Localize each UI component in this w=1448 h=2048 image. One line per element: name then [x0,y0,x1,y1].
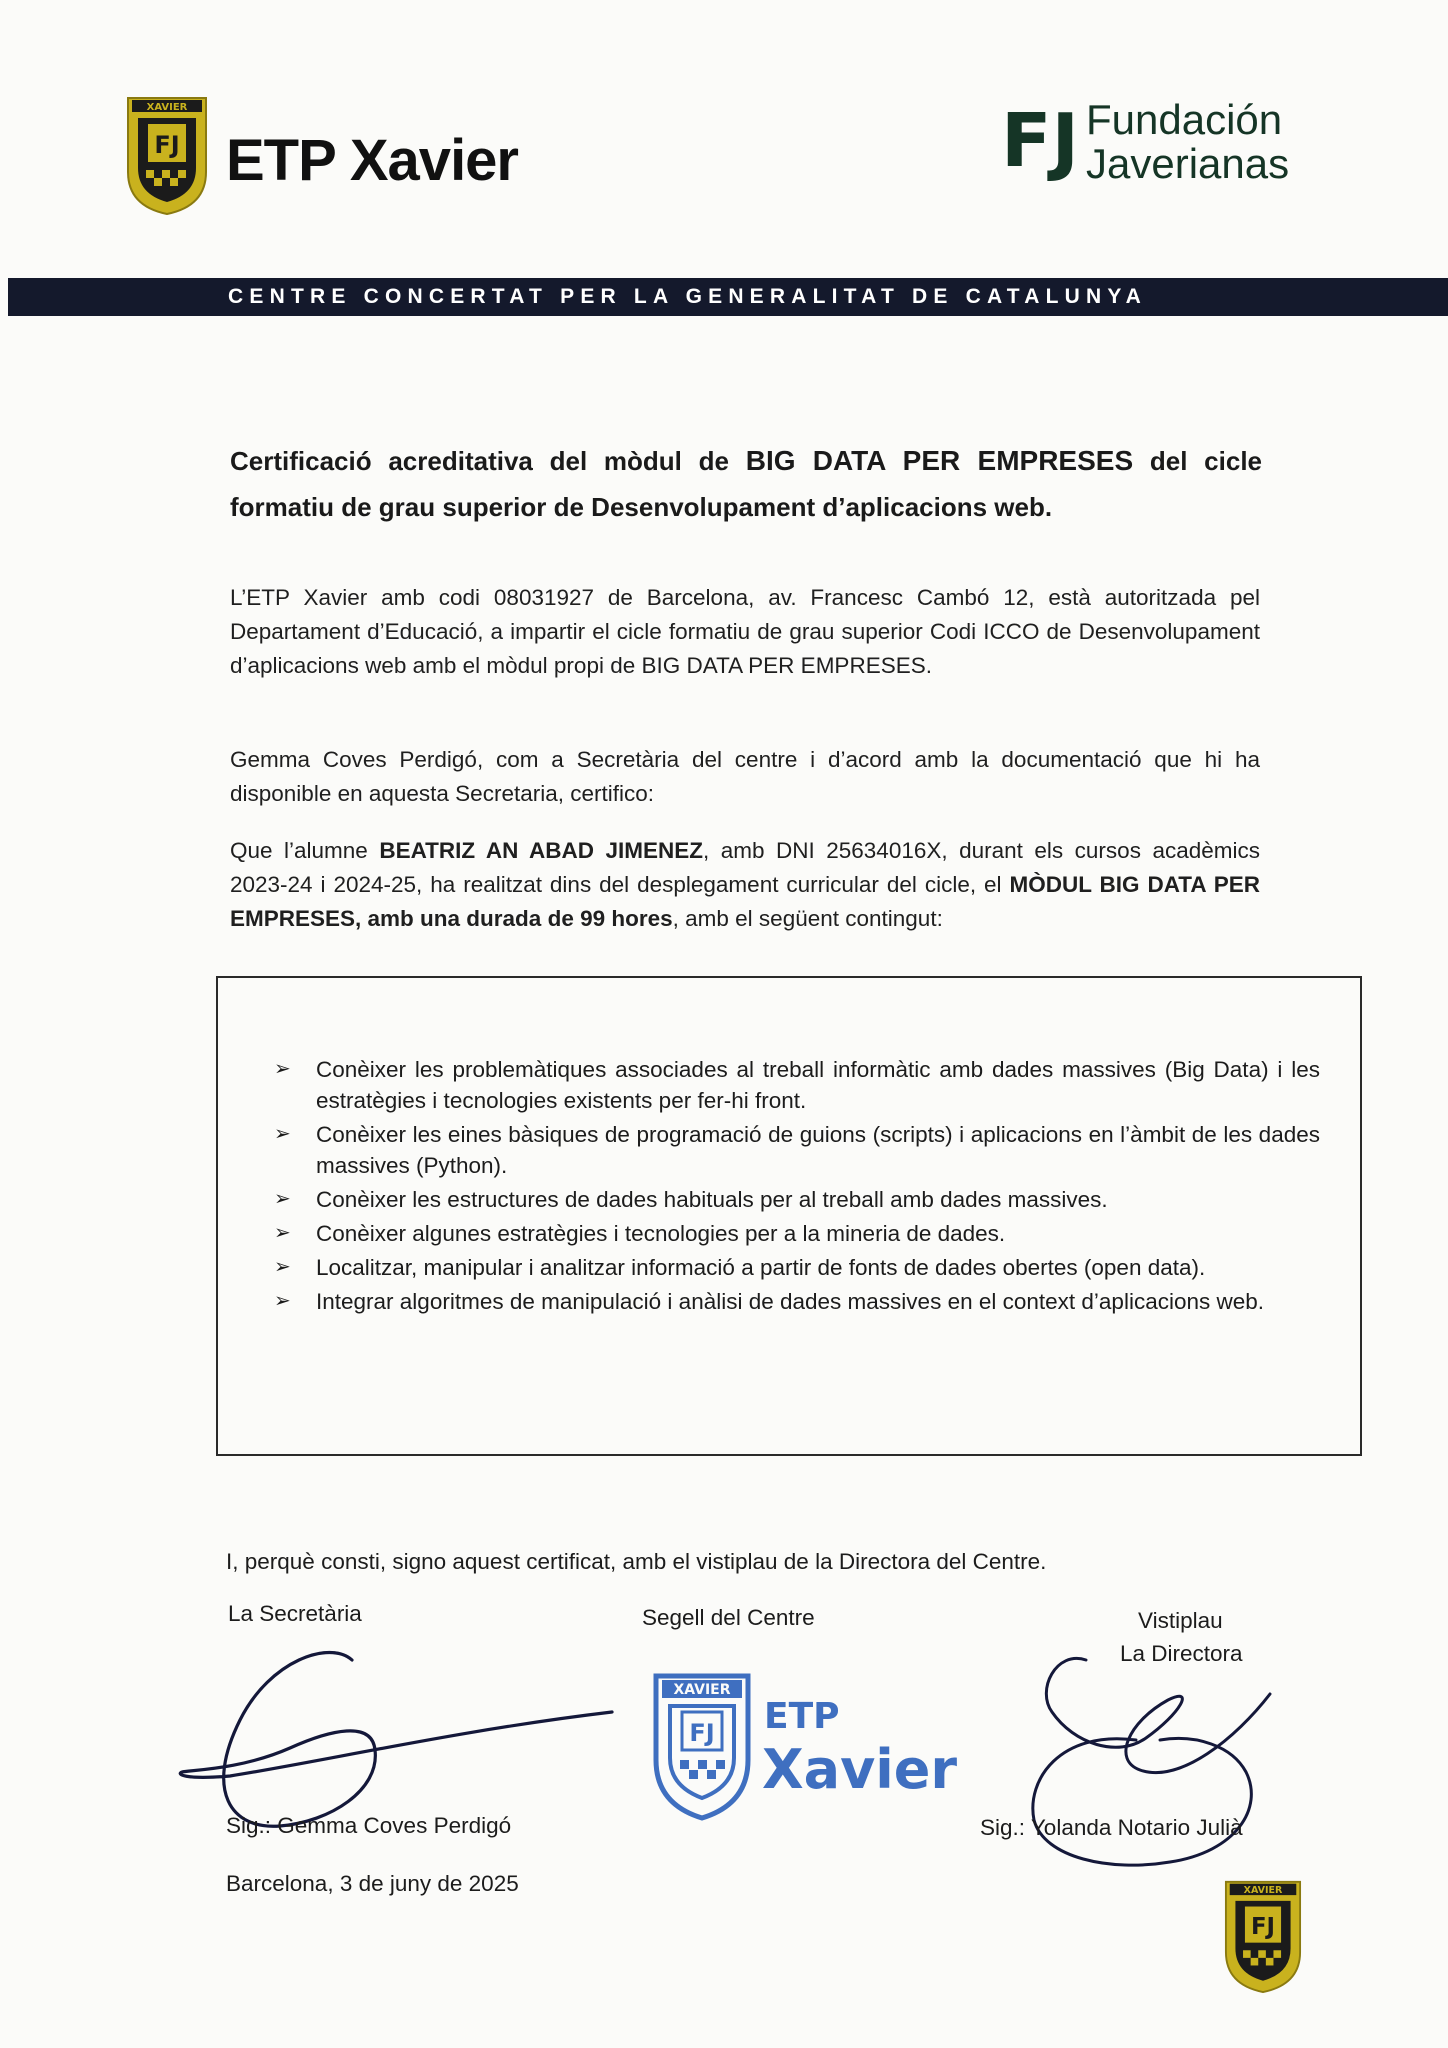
xavier-shield-icon [124,94,210,216]
svg-text:XAVIER: XAVIER [146,102,188,113]
list-item: ➢ Conèixer les problemàtiques associades al treball informàtic amb dades massives (Big Data) i les estratègies i tecnologies existents per fer-hi front. [274,1054,1320,1116]
fundacion-text: Fundación [1086,96,1283,143]
issue-date: Barcelona, 3 de juny de 2025 [226,1871,519,1896]
director-name: Sig.: Yolanda Notario Julià [980,1815,1243,1840]
module-duration: MÒDUL BIG DATA PER EMPRESES, amb una durada de 99 hores [230,872,1260,931]
vistiplau-label: Vistiplau [1138,1608,1223,1633]
school-authorization-paragraph: L’ETP Xavier amb codi 08031927 de Barcelona, av. Francesc Cambó 12, està autoritzada pel Departament d’Educació, a impartir el cicle formatiu de grau superior Codi ICCO de Desenvolupament d’aplicacions web amb el mòdul propi de BIG DATA PER EMPRESES. [230,585,1260,678]
closing-statement: I, perquè consti, signo aquest certificat, amb el vistiplau de la Directora del Centre. [226,1549,1047,1574]
svg-text:XAVIER: XAVIER [673,1682,731,1698]
arrow-bullet-icon: ➢ [274,1290,291,1312]
svg-text:ETP: ETP [764,1696,840,1737]
certificate-title: Certificació acreditativa del mòdul de BIG DATA PER EMPRESES del cicle formatiu de grau superior de Desenvolupament d’aplicacions web. [230,445,1262,522]
svg-text:FJ: FJ [689,1719,715,1747]
list-item: ➢ Localitzar, manipular i analitzar informació a partir de fonts de dades obertes (open data). [274,1252,1320,1283]
list-item: ➢ Conèixer algunes estratègies i tecnologies per a la mineria de dades. [274,1218,1320,1249]
secretary-name: Sig.: Gemma Coves Perdigó [226,1813,512,1838]
javerianas-text: Javerianas [1086,140,1290,187]
school-stamp [652,1672,958,1822]
xavier-shield-footer-icon [1222,1878,1304,1994]
arrow-bullet-icon: ➢ [274,1058,291,1080]
directora-label: La Directora [1120,1641,1243,1666]
secretary-statement-paragraph: Gemma Coves Perdigó, com a Secretària del centre i d’acord amb la documentació que hi ha disponible en aquesta Secretaria, certifico: [230,747,1260,806]
svg-text:FJ: FJ [1250,1914,1276,1941]
svg-text:Xavier: Xavier [762,1738,958,1801]
module-contents-box [216,976,1362,1456]
header-banner: CENTRE CONCERTAT PER LA GENERALITAT DE CATALUNYA [8,278,1448,316]
etp-xavier-logo [124,94,518,216]
list-item: ➢ Conèixer les eines bàsiques de programació de guions (scripts) i aplicacions en l’àmbit de les dades massives (Python). [274,1119,1320,1181]
fundacion-javerianas-logo [1000,96,1290,188]
secretaria-label: La Secretària [228,1601,362,1626]
svg-text:FJ: FJ [1000,98,1080,184]
module-name-highlight: BIG DATA PER EMPRESES [745,445,1134,476]
fj-monogram-icon [1000,96,1080,188]
student-certification-paragraph: Que l’alumne BEATRIZ AN ABAD JIMENEZ, amb DNI 25634016X, durant els cursos acadèmics 2023-24 i 2024-25, ha realitzat dins del desplegament curricular del cicle, el MÒDUL BIG DATA PER EMPRESES, amb una durada de 99 hores, amb el següent contingut: [230,838,1260,931]
etp-xavier-wordmark: ETP Xavier [226,127,519,193]
list-item: ➢ Integrar algoritmes de manipulació i anàlisi de dades massives en el context d’aplicacions web. [274,1286,1320,1317]
arrow-bullet-icon: ➢ [274,1188,291,1210]
svg-text:XAVIER: XAVIER [1243,1885,1283,1897]
list-item: ➢ Conèixer les estructures de dades habituals per al treball amb dades massives. [274,1184,1320,1215]
arrow-bullet-icon: ➢ [274,1256,291,1278]
module-contents-list [274,1054,1320,1320]
svg-text:FJ: FJ [154,131,180,159]
student-name: BEATRIZ AN ABAD JIMENEZ [379,838,703,863]
arrow-bullet-icon: ➢ [274,1222,291,1244]
arrow-bullet-icon: ➢ [274,1123,291,1145]
secretary-signature [180,1653,612,1827]
segell-label: Segell del Centre [642,1605,815,1630]
